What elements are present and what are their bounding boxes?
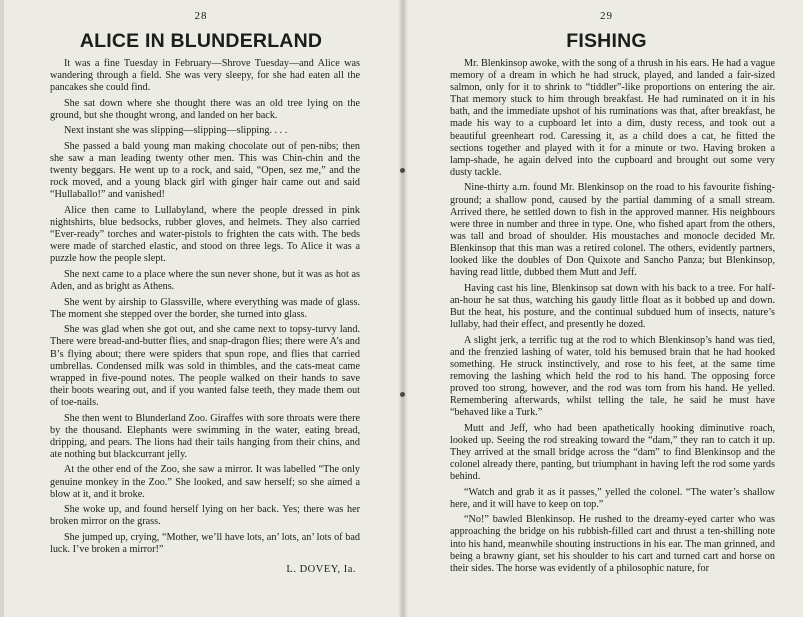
story-body — [50, 58, 360, 576]
paragraph: She woke up, and found herself lying on her back. Yes; there was her broken mirror on the grass. — [50, 504, 360, 528]
book-gutter — [398, 0, 408, 617]
paragraph: She sat down where she thought there was an old tree lying on the ground, but she thought wrong, and landed on her back. — [50, 97, 360, 121]
paragraph: Alice then came to Lullabyland, where the people dressed in pink nightshirts, blue bedsocks, rubber gloves, and helmets. They also carried “Ever-ready” torches and water-pistols to frighten the cats with. The beds were made of starched elastic, and stood on three legs. To Alice it was a puzzle how the people slept. — [50, 205, 360, 265]
story-title: FISHING — [566, 30, 647, 52]
page-edge — [0, 0, 4, 617]
page-number: 28 — [194, 10, 208, 22]
paragraph: Mutt and Jeff, who had been apathetically hooking diminutive roach, looked up. Seeing the rod streaking toward the “dam,” they ran to catch it up. They arrived at the small bridge across the “dam” to find Blenkinsop and the colonel already there, panting, but triumphant in having left the rod some yards behind. — [450, 422, 775, 483]
page-number: 29 — [600, 10, 613, 22]
paragraph: “Watch and grab it as it passes,” yelled the colonel. “The water’s shallow here, and it will have to keep on top.” — [450, 486, 775, 510]
left-page — [6, 0, 396, 617]
paragraph: She jumped up, crying, “Mother, we’ll have lots, an’ lots, an’ lots of bad luck. I’ve broken a mirror!” — [50, 531, 360, 555]
story-title: ALICE IN BLUNDERLAND — [79, 30, 323, 52]
right-page — [410, 0, 803, 617]
paragraph: A slight jerk, a terrific tug at the rod to which Blenkinsop’s hand was tied, and the frenzied lashing of water, told his bemused brain that he had hooked something. He struck instinctively, and rose to his feet, at the same time removing the lashing which held the rod to his hand. The opposing force proved too strong, however, and the rod was torn from his hand. He yelled. Remembering afterwards, whilst telling the tale, he said he must have “behaved like a Turk.” — [450, 334, 775, 419]
paragraph: She passed a bald young man making chocolate out of pen-nibs; then she saw a man leading twenty other men. This was Chin-chin and the twenty beggars. He went up to a rock, and said, “Open, sez me,” and the rock moved, and a young black girl with ginger hair came out and said “Hullaballo!” and vanished! — [50, 141, 360, 201]
paragraph: Next instant she was slipping—slipping—slipping. . . . — [64, 125, 288, 137]
paragraph: Mr. Blenkinsop awoke, with the song of a thrush in his ears. He had a vague memory of a dream in which he had struck, played, and landed a fair-sized salmon, only for it to shrink to “tiddler”-like proportions on entering the air. That memory stuck to him through breakfast. He had ruminated on it in his bath, and the immediate upshot of his ruminations was that, after breakfast, he made his way to a cupboard let into a dim, dusty recess, and took out a beautiful greenheart rod. Caressing it, as a child does a cat, he fitted the sections together and played with it for a minute or two. Having broken a lamp-shade, he again delved into the cupboard and brought out some very dusty tackle. — [450, 58, 775, 178]
paragraph: At the other end of the Zoo, she saw a mirror. It was labelled “The only genuine monkey in the Zoo.” She looked, and saw herself; so she aimed a blow at it, and it broke. — [50, 464, 360, 500]
binding-mark — [400, 392, 405, 397]
story-body — [450, 58, 775, 578]
paragraph: She next came to a place where the sun never shone, but it was as hot as Aden, and as bright as Athens. — [50, 269, 360, 293]
author-signature: L. DOVEY, Ia. — [286, 564, 356, 576]
paragraph: It was a fine Tuesday in February—Shrove Tuesday—and Alice was wandering through a field. She was very sleepy, for she had eaten all the pancakes she could find. — [50, 58, 360, 94]
paragraph: She was glad when she got out, and she came next to topsy-turvy land. There were bread-and-butter flies, and snap-dragon flies; there were A’s and B’s flying about; there were spiders that spun rope, and flies that carried umbrellas. Condensed milk was sold in thimbles, and the cats-meat came wrapped in five-pound notes. The people walked on their hands to save their boots wearing out, and if you wanted false teeth, they made them out of toe-nails. — [50, 324, 360, 408]
paragraph: She then went to Blunderland Zoo. Giraffes with sore throats were there by the thousand. Elephants were swimming in the water, eating bread, dripping, and pears. The lions had their tails hanging from their chins, and ate nothing but blackcurrant jelly. — [50, 412, 360, 460]
paragraph: “No!” bawled Blenkinsop. He rushed to the dreamy-eyed carter who was approaching the bridge on his rubbish-filled cart and thrust a ten-shilling note into his hand, meanwhile shouting instructions in his ear. The man grinned, and being a brawny giant, set his shoulder to his cart and turned cart and horse on their sides. The horse was evidently of a philosophic nature, for — [450, 514, 775, 574]
paragraph: Nine-thirty a.m. found Mr. Blenkinsop on the road to his favourite fishing-ground; a shallow pond, caused by the partial damming of a small stream. Arrived there, he settled down to fish in the approved manner. His neighbours were three in number and three in type. One, who fished apart from the others, was tall and broad of shoulder. His moustaches and monocle decided Mr. Blenkinsop that this man was a retired colonel. The others, evidently partners, looked like the doubles of Don Quixote and Sancho Panza; but Blenkinsop, having read little, dubbed them Mutt and Jeff. — [450, 182, 775, 279]
paragraph: Having cast his line, Blenkinsop sat down with his back to a tree. For half-an-hour he sat thus, watching his gaudy little float as it bobbed up and down. But the heat, his posture, and the continual subdued hum of insects, nature’s lullaby, had their effect, and presently he dozed. — [450, 282, 775, 330]
binding-mark — [400, 168, 405, 173]
paragraph: She went by airship to Glassville, where everything was made of glass. The moment she stepped over the border, she turned into glass. — [50, 296, 360, 320]
